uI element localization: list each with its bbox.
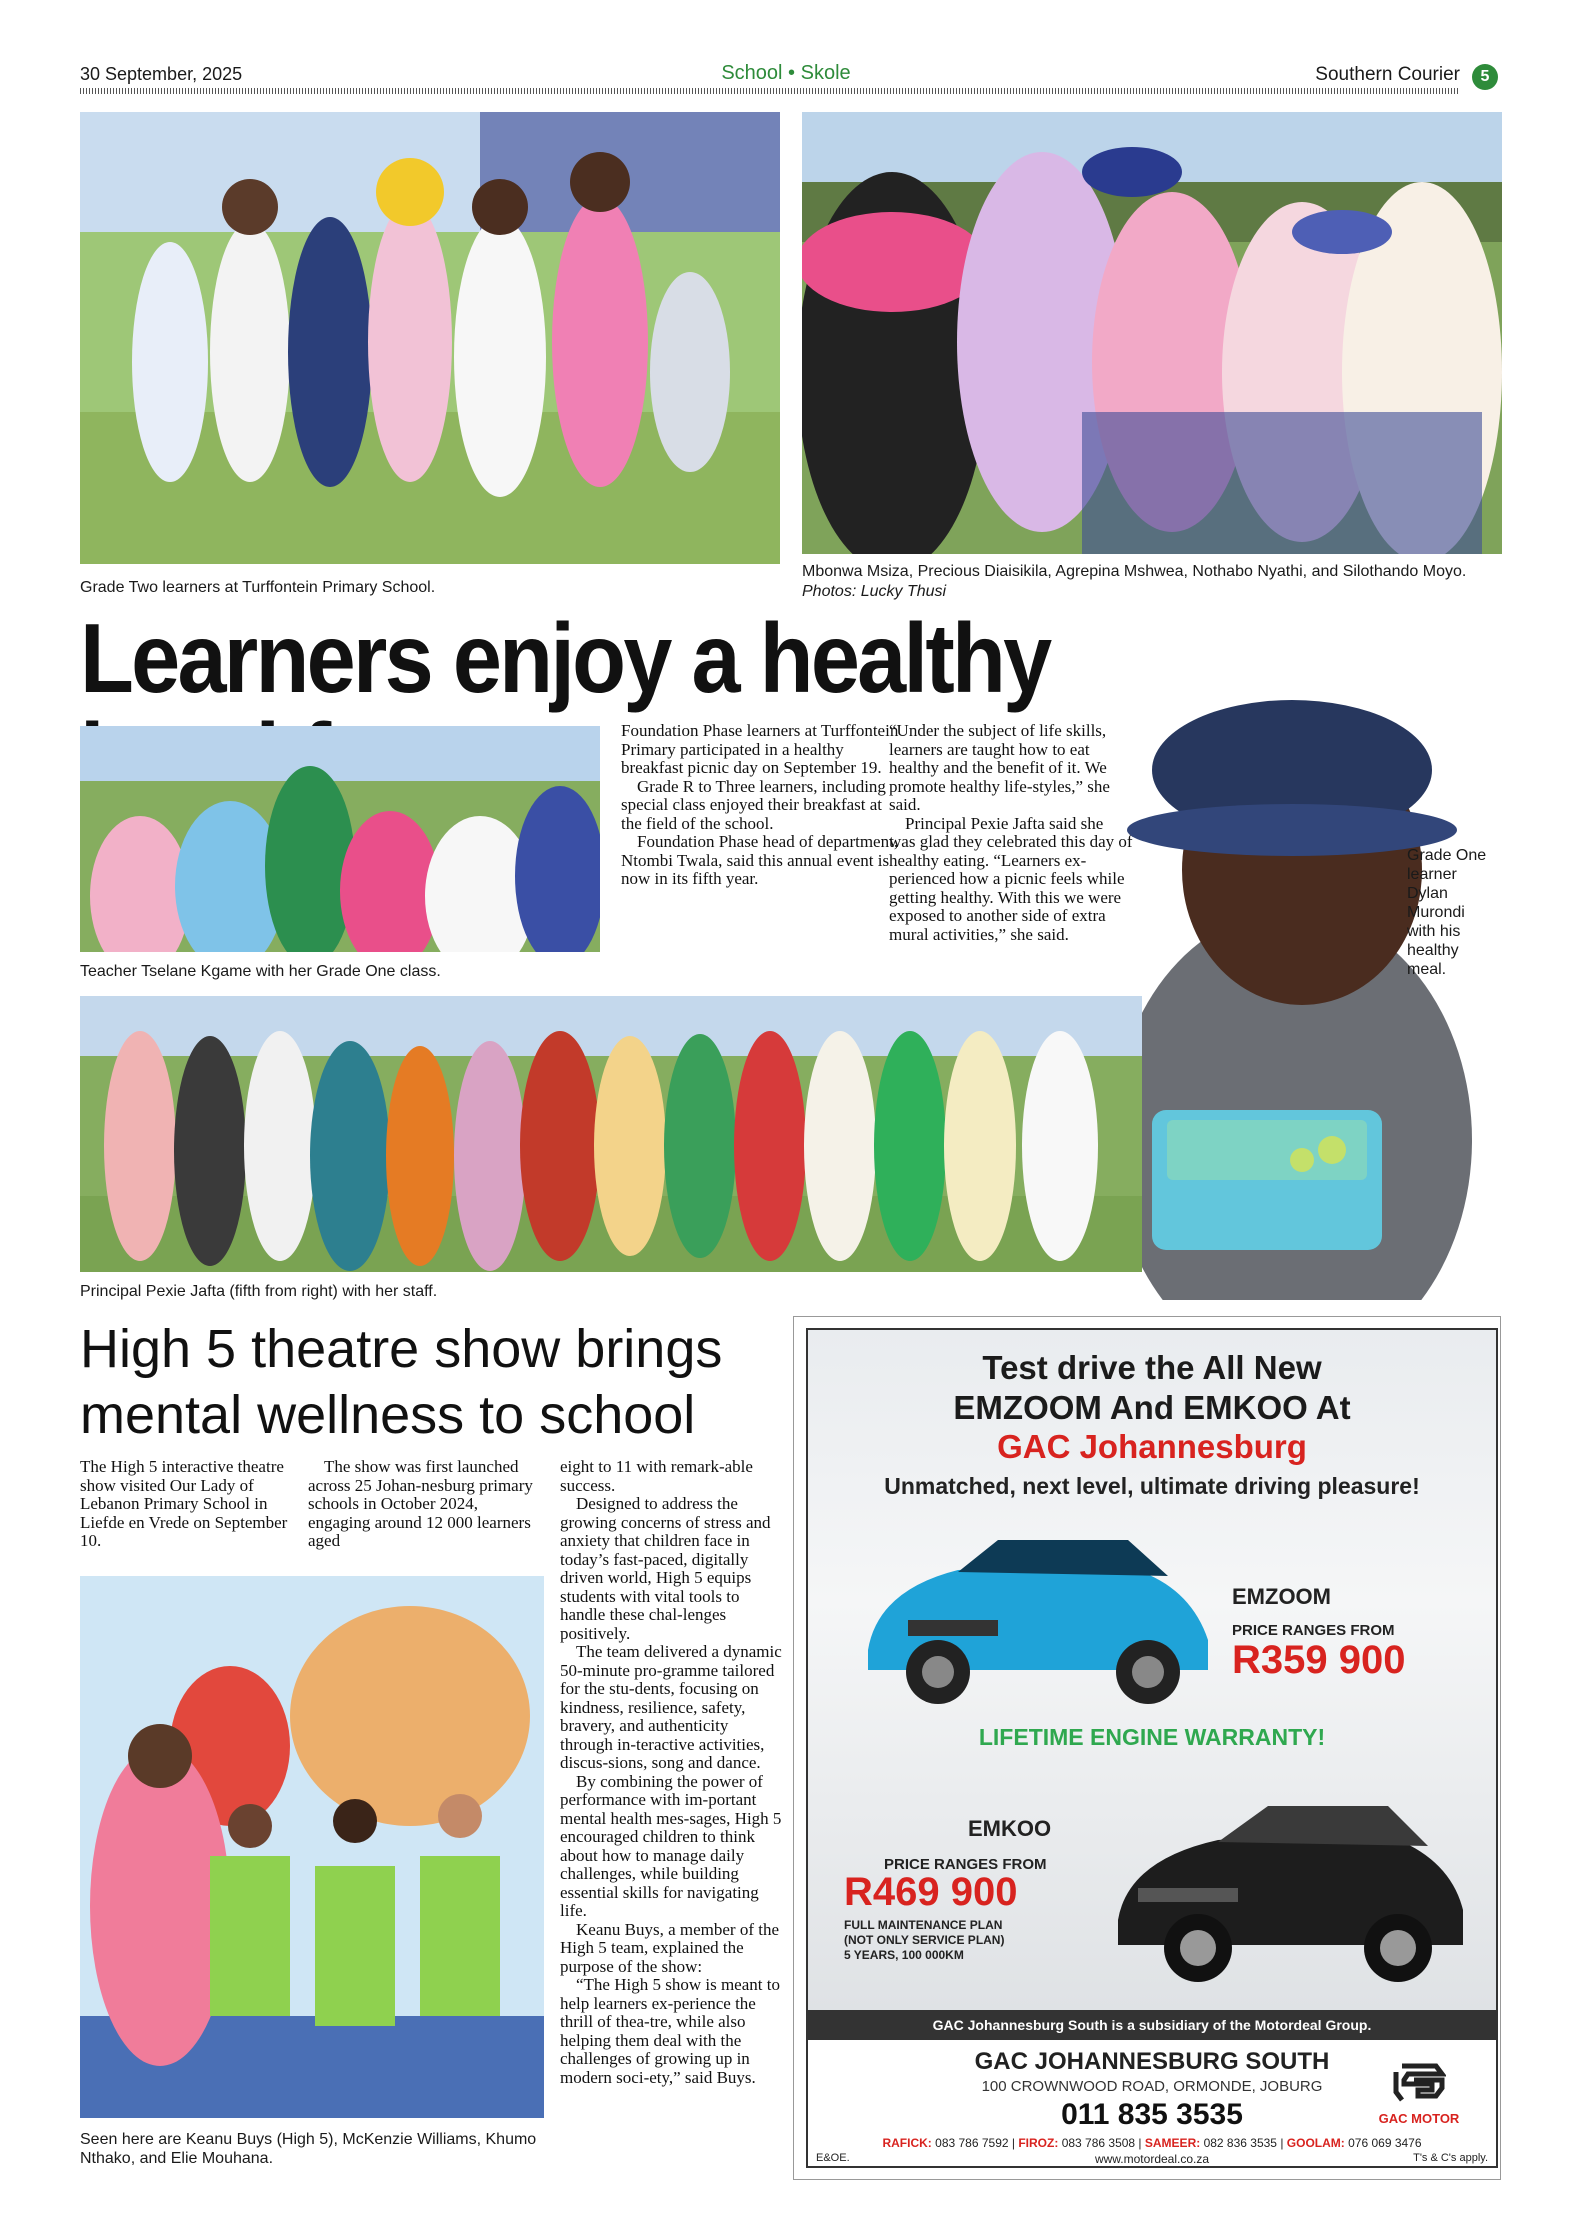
photo-grade-two-image	[80, 112, 780, 564]
photo6-caption: Seen here are Keanu Buys (High 5), McKenzie Williams, Khumo Nthako, and Elie Mouhana.	[80, 2131, 537, 2167]
article2-column-3	[560, 1458, 782, 2087]
subsidiary-bar: GAC Johannesburg South is a subsidiary of the Motordeal Group.	[808, 2010, 1496, 2040]
article2-para: Designed to address the growing concerns of stress and anxiety that children face in today’s fast-paced, digitally driven world, High 5 equips students with vital tools to handle these chal-lenges positively.	[560, 1494, 771, 1643]
article2-para: By combining the power of performance with im-portant mental health mes-sages, High 5 encouraged children to think about how to manage daily challenges, while building essential skills for navigating life.	[560, 1771, 782, 1920]
article2-para: Keanu Buys, a member of the High 5 team, explained the purpose of the show:	[560, 1919, 779, 1976]
header-rule	[80, 88, 1460, 94]
plan-line: 5 YEARS, 100 000KM	[844, 1948, 964, 1962]
article1-column-1	[621, 722, 905, 889]
dealer-website: www.motordeal.co.za	[1094, 2152, 1210, 2166]
article1-para: Foundation Phase head of department, Ntombi Twala, said this annual event is now in its fifth year.	[621, 832, 899, 888]
gac-logo	[1364, 2060, 1474, 2126]
model1-price-label: PRICE RANGES FROM	[1232, 1622, 1395, 1639]
photo-dylan-image	[1092, 690, 1502, 1300]
gac-advert	[806, 1328, 1498, 2168]
emkoo-car-image	[1098, 1770, 1478, 1990]
article2-para: The team delivered a dynamic 50-minute pro-gramme tailored for the stu-dents, focusing on kindness, resilience, safety, bravery, and authenticity through in-teractive activities, discus-sions, song and dance.	[560, 1642, 782, 1772]
photo-grade-two-learners	[80, 112, 780, 564]
photo-staff-image	[80, 996, 1142, 1272]
contact-number: 083 786 7592	[935, 2136, 1009, 2150]
model1-name: EMZOOM	[1232, 1584, 1331, 1609]
advert-title	[808, 1348, 1496, 1428]
model2-price: R469 900	[844, 1870, 1018, 1914]
emzoom-car-image	[848, 1510, 1228, 1710]
photo-dylan-murondi	[1092, 690, 1502, 1300]
warranty-banner: LIFETIME ENGINE WARRANTY!	[978, 1724, 1326, 1750]
article2-para: eight to 11 with remark-able success.	[560, 1457, 753, 1495]
page-number-badge: 5	[1472, 64, 1498, 90]
dealer-address: 100 CROWNWOOD ROAD, ORMONDE, JOBURG	[981, 2078, 1323, 2095]
contact-name: FIROZ:	[1018, 2136, 1059, 2150]
article1-para: “Under the subject of life skills, learners are taught how to eat healthy and the benefit of it. We promote healthy life-styles,” she said.	[889, 721, 1110, 814]
model1-price: R359 900	[1232, 1638, 1406, 1682]
model2-price-label: PRICE RANGES FROM	[884, 1856, 1047, 1873]
advert-title-line2: EMZOOM And EMKOO At	[953, 1389, 1351, 1426]
gac-brand-text: GAC MOTOR	[1378, 2111, 1460, 2126]
article1-para: Principal Pexie Jafta said she was glad they celebrated this day of healthy eating. “Learners ex-perienced how a picnic feels while getting healthy. With this we were exposed to another side of extra mural activities,” she said.	[889, 813, 1133, 944]
contact-name: RAFICK:	[882, 2136, 932, 2150]
issue-date: 30 September, 2025	[80, 64, 243, 84]
model2-name: EMKOO	[968, 1816, 1052, 1841]
photo1-caption: Grade Two learners at Turffontein Primary School.	[80, 579, 436, 596]
contact-number: 082 836 3535	[1203, 2136, 1277, 2150]
article2-column-1	[80, 1458, 294, 1551]
photo-high5-team	[80, 1576, 544, 2118]
photo3-caption: Teacher Tselane Kgame with her Grade One class.	[80, 963, 441, 980]
article1-para: Foundation Phase learners at Turffontein Primary participated in a healthy breakfast picnic day on September 19.	[621, 721, 899, 777]
photo-credit: Photos: Lucky Thusi	[802, 583, 947, 600]
dealer-phone: 011 835 3535	[1061, 2098, 1243, 2131]
contact-name: GOOLAM:	[1286, 2136, 1345, 2150]
photo-learners-with-hats	[802, 112, 1502, 554]
photo-high5-image	[80, 1576, 544, 2118]
photo-teacher-with-class	[80, 726, 600, 952]
newspaper-name: Southern Courier	[1315, 64, 1460, 85]
eoe-note: E&OE.	[816, 2152, 850, 2164]
contact-name: SAMEER:	[1144, 2136, 1201, 2150]
article2-para: “The High 5 show is meant to help learners ex-perience the thrill of thea-tre, while also helping them deal with the challenges of growing up in modern soci-ety,” said Buys.	[560, 1975, 780, 2087]
photo-learners-hats-image	[802, 112, 1502, 554]
article2-para: The High 5 interactive theatre show visited Our Lady of Lebanon Primary School in Liefde en Vrede on September 10.	[80, 1457, 288, 1550]
photo-teacher-class-image	[80, 726, 600, 952]
contact-number: 083 786 3508	[1061, 2136, 1136, 2150]
terms-note: T's & C's apply.	[1413, 2152, 1488, 2164]
advert-title-dealer: GAC Johannesburg	[997, 1428, 1307, 1465]
maintenance-plan	[844, 1918, 1104, 1963]
photo5-caption: Principal Pexie Jafta (fifth from right) with her staff.	[80, 1283, 438, 1300]
article2-headline: High 5 theatre show brings mental wellness to school	[80, 1319, 723, 1445]
article1-para: Grade R to Three learners, including special class enjoyed their breakfast at the field of the school.	[621, 776, 886, 833]
advert-title-line1: Test drive the All New	[982, 1349, 1322, 1386]
dealer-name: GAC JOHANNESBURG SOUTH	[974, 2048, 1330, 2075]
article2-column-2	[308, 1458, 544, 1551]
section-title: School • Skole	[721, 62, 851, 84]
gac-logo-icon	[1392, 2060, 1446, 2104]
plan-line: FULL MAINTENANCE PLAN	[844, 1918, 1003, 1932]
photo4-caption: Grade One learner Dylan Murondi with his healthy meal.	[1407, 847, 1487, 978]
article2-para: The show was first launched across 25 Johan-nesburg primary schools in October 2024, engaging around 12 000 learners aged	[308, 1457, 533, 1550]
advert-subtitle: Unmatched, next level, ultimate driving pleasure!	[884, 1473, 1420, 1499]
plan-line: (NOT ONLY SERVICE PLAN)	[844, 1933, 1005, 1947]
photo-principal-with-staff	[80, 996, 1142, 1272]
sales-contacts: RAFICK: 083 786 7592 | FIROZ: 083 786 3508 | SAMEER: 082 836 3535 | GOOLAM: 076 069 3476	[882, 2136, 1422, 2150]
photo2-caption: Mbonwa Msiza, Precious Diaisikila, Agrepina Mshwea, Nothabo Nyathi, and Silothando Moyo.	[802, 563, 1467, 580]
contact-number: 076 069 3476	[1348, 2136, 1422, 2150]
article1-headline: Learners enjoy a healthy	[80, 603, 1050, 713]
